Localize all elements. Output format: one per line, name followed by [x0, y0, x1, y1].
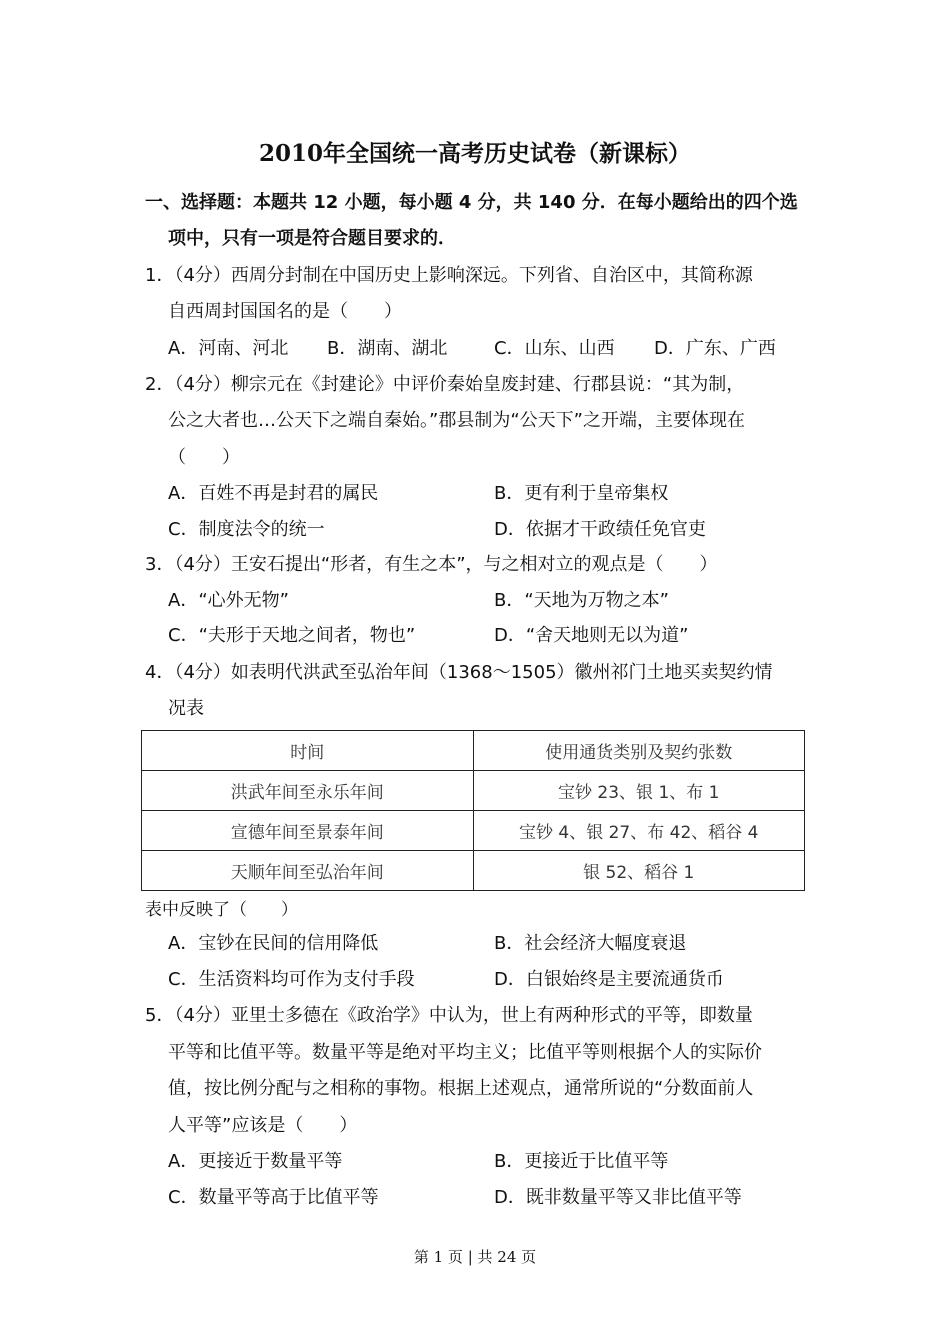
question-5-line3: 值，按比例分配与之相称的事物。根据上述观点，通常所说的“分数面前人: [168, 1078, 754, 1099]
table-row: [142, 811, 805, 851]
question-1-option-d: D．广东、广西: [654, 338, 776, 359]
table-cell: 宣德年间至景泰年间: [142, 811, 474, 851]
question-5-option-b: B．更接近于比值平等: [494, 1151, 669, 1172]
question-4-line1: 4．（4分）如表明代洪武至弘治年间（1368～1505）徽州祁门土地买卖契约情: [145, 662, 773, 683]
question-2-option-d: D．依据才干政绩任免官吏: [494, 519, 706, 540]
table-row: [142, 771, 805, 811]
table-cell: 宝钞 23、银 1、布 1: [473, 771, 805, 811]
question-1-option-b: B．湖南、湖北: [327, 338, 448, 359]
question-4-line2: 况表: [168, 698, 204, 719]
question-2-line3: （ ）: [168, 447, 240, 468]
page-title: 2010年全国统一高考历史试卷（新课标）: [258, 140, 691, 167]
question-3-option-c: C．“夫形于天地之间者，物也”: [168, 625, 416, 646]
table-cell: 银 52、稻谷 1: [473, 851, 805, 891]
table-header-time: 时间: [142, 731, 474, 771]
question-4-option-c: C．生活资料均可作为支付手段: [168, 969, 415, 990]
page-footer: 第 1 页 | 共 24 页: [413, 1248, 537, 1266]
question-2-option-b: B．更有利于皇帝集权: [494, 483, 669, 504]
question-5-option-a: A．更接近于数量平等: [168, 1151, 343, 1172]
question-5-line4: 人平等”应该是（ ）: [168, 1115, 358, 1136]
question-5-line1: 5．（4分）亚里士多德在《政治学》中认为，世上有两种形式的平等，即数量: [145, 1005, 753, 1026]
section-heading-line2: 项中，只有一项是符合题目要求的．: [168, 228, 456, 249]
section-heading-line1: 一、选择题：本题共 12 小题，每小题 4 分，共 140 分．在每小题给出的四个选: [145, 192, 798, 213]
question-5-line2: 平等和比值平等。数量平等是绝对平均主义；比值平等则根据个人的实际价: [168, 1042, 762, 1063]
question-2-line1: 2．（4分）柳宗元在《封建论》中评价秦始皇废封建、行郡县说：“其为制，: [145, 374, 745, 395]
table-cell: 天顺年间至弘治年间: [142, 851, 474, 891]
question-2-option-a: A．百姓不再是封君的属民: [168, 483, 379, 504]
question-1-line1: 1．（4分）西周分封制在中国历史上影响深远。下列省、自治区中，其简称源: [145, 265, 753, 286]
question-4-option-a: A．宝钞在民间的信用降低: [168, 933, 379, 954]
question-4-option-b: B．社会经济大幅度衰退: [494, 933, 687, 954]
question-4-option-d: D．白银始终是主要流通货币: [494, 969, 724, 990]
contract-table: [141, 730, 805, 891]
question-3-option-b: B．“天地为万物之本”: [494, 590, 669, 611]
question-1-option-a: A．河南、河北: [168, 338, 289, 359]
table-header-row: [142, 731, 805, 771]
question-3-line1: 3．（4分）王安石提出“形者，有生之本”，与之相对立的观点是（ ）: [145, 554, 718, 575]
question-1-option-c: C．山东、山西: [494, 338, 615, 359]
table-header-currency: 使用通货类别及契约张数: [473, 731, 805, 771]
question-5-option-c: C．数量平等高于比值平等: [168, 1187, 379, 1208]
question-2-option-c: C．制度法令的统一: [168, 519, 325, 540]
question-5-option-d: D．既非数量平等又非比值平等: [494, 1187, 742, 1208]
table-cell: 宝钞 4、银 27、布 42、稻谷 4: [473, 811, 805, 851]
question-1-line2: 自西周封国国名的是（ ）: [168, 301, 402, 322]
question-4-after-table: 表中反映了（ ）: [145, 900, 298, 920]
question-3-option-d: D．“舍天地则无以为道”: [494, 625, 689, 646]
question-3-option-a: A．“心外无物”: [168, 590, 289, 611]
table-row: [142, 851, 805, 891]
table-cell: 洪武年间至永乐年间: [142, 771, 474, 811]
question-2-line2: 公之大者也…公天下之端自秦始。”郡县制为“公天下”之开端，主要体现在: [168, 410, 745, 431]
